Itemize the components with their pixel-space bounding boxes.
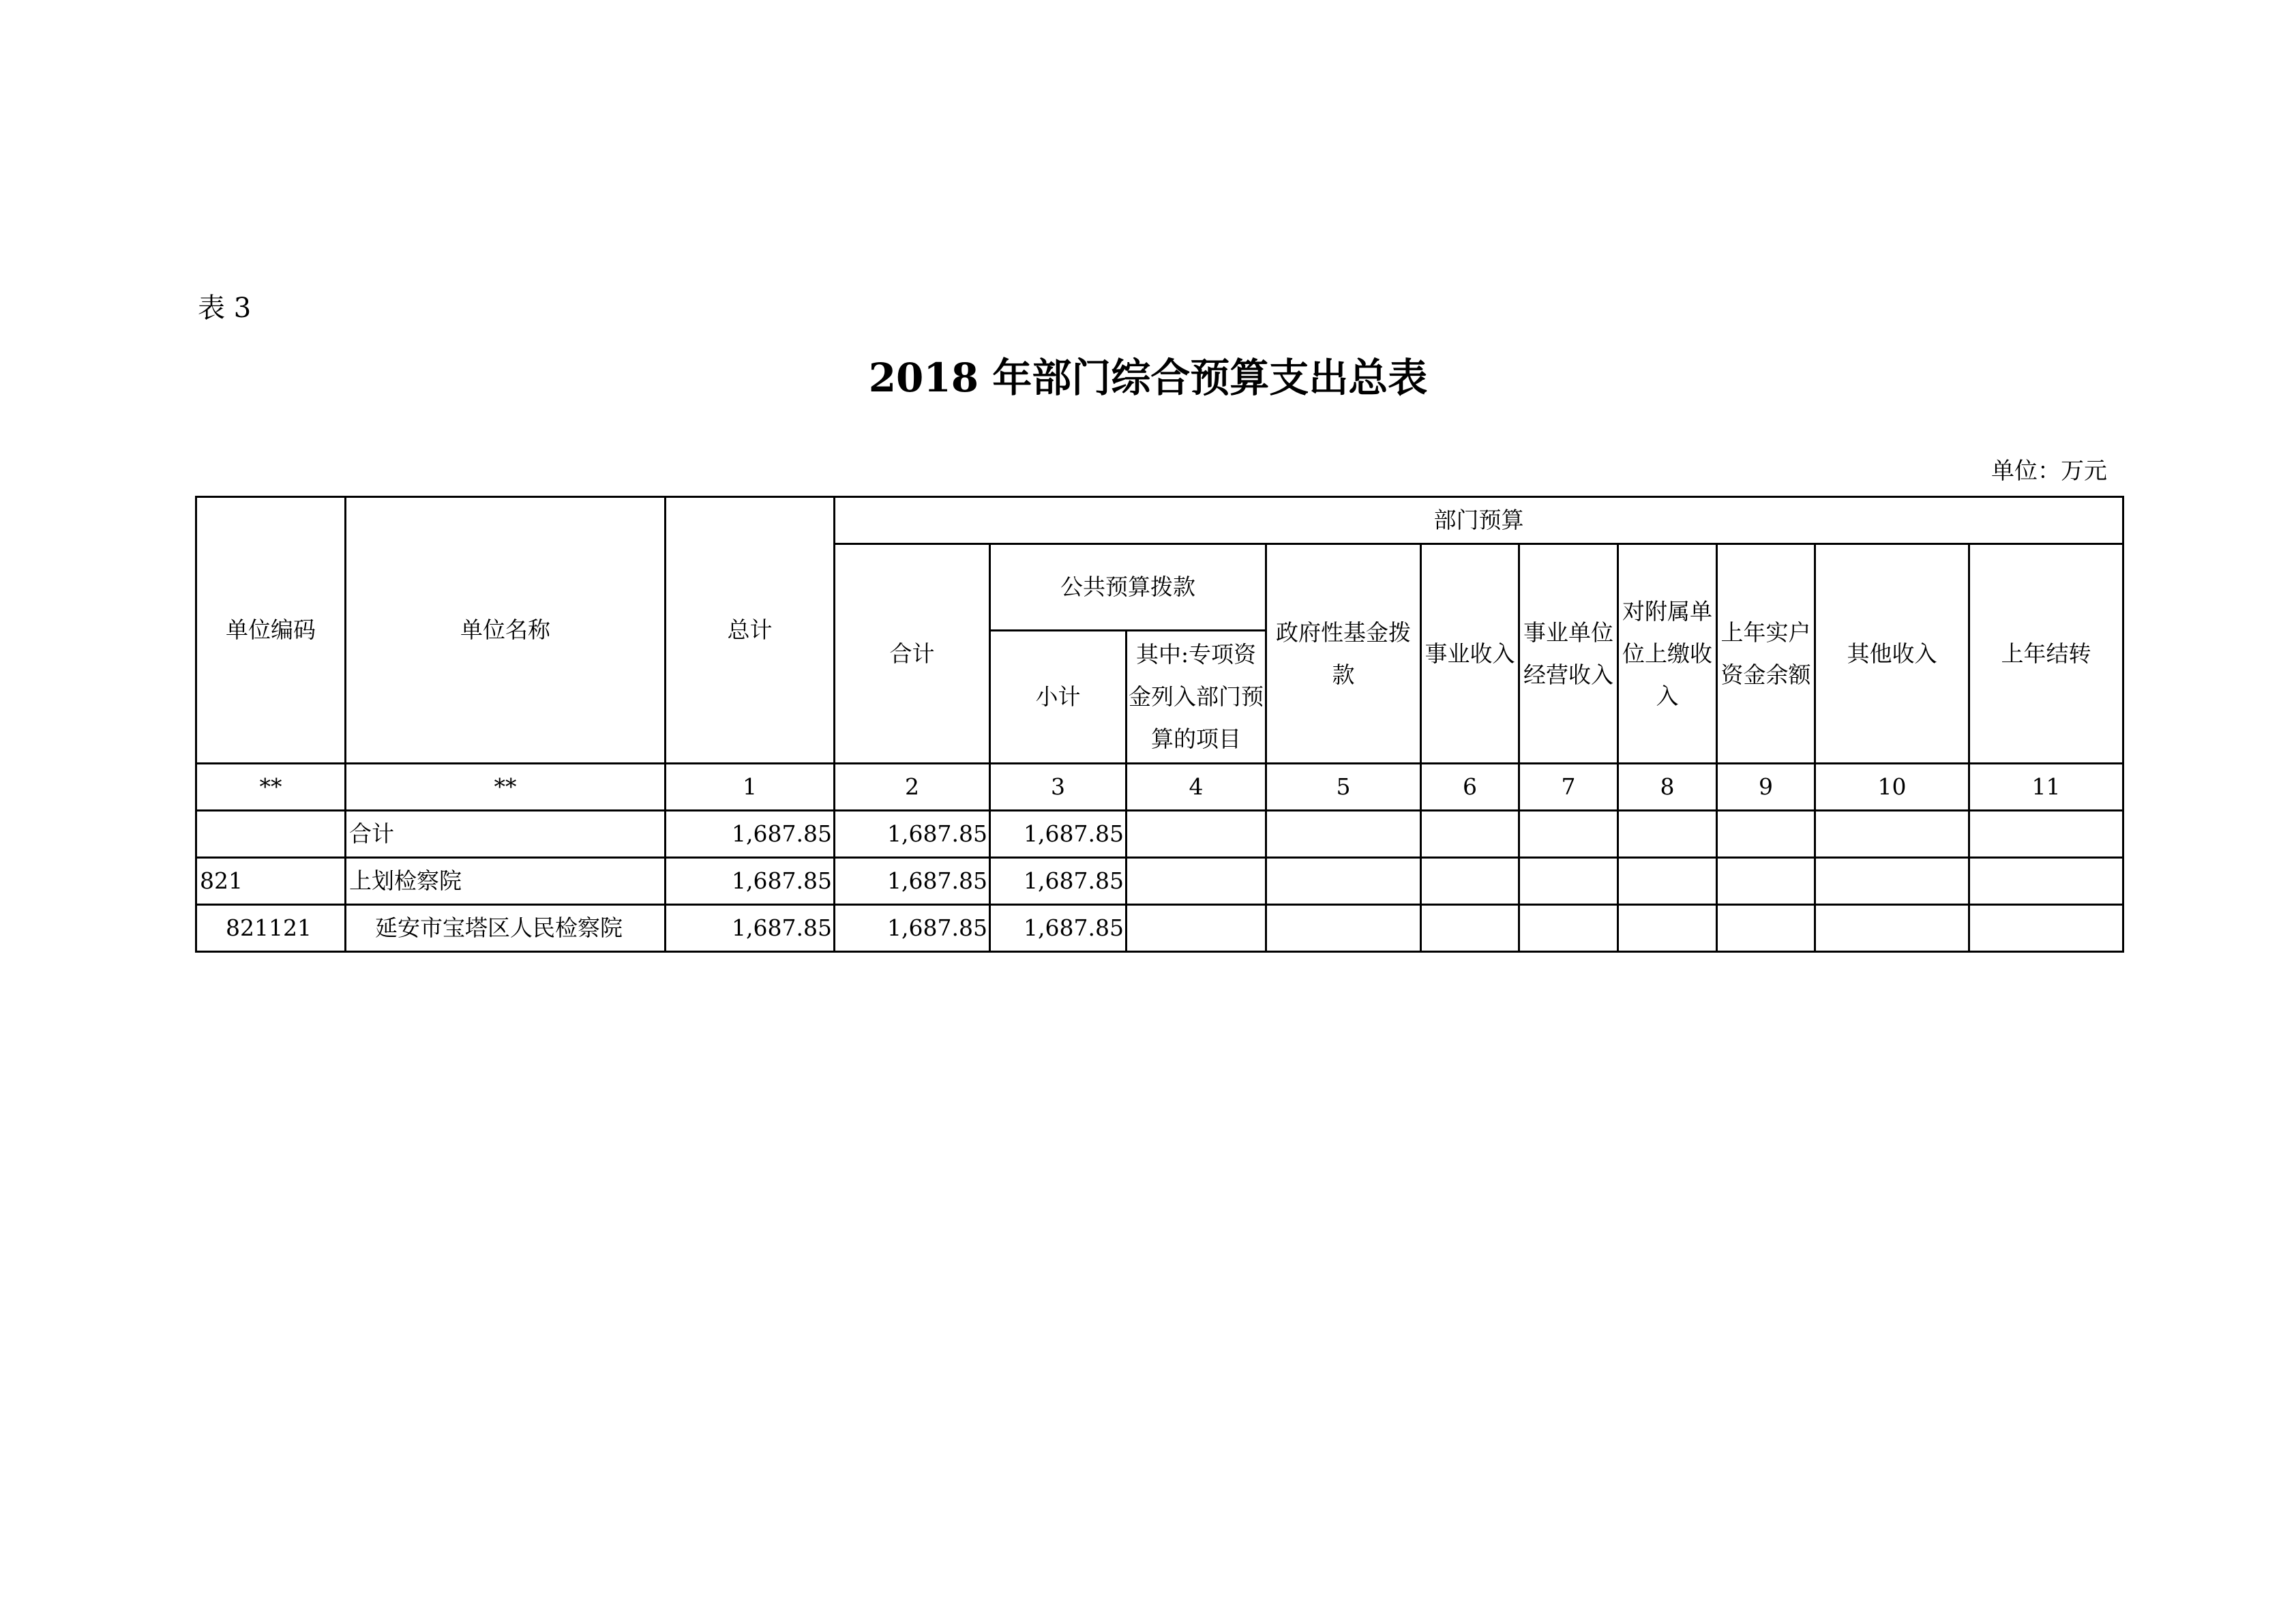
index-cell: 7 (1519, 764, 1618, 811)
cell-name: 上划检察院 (346, 858, 666, 905)
cell-total: 1,687.85 (666, 811, 835, 858)
header-unit-name: 单位名称 (346, 497, 666, 764)
header-gov-fund: 政府性基金拨款 (1266, 544, 1421, 764)
table-row-total (196, 811, 2123, 858)
index-cell: ** (196, 764, 346, 811)
cell-sum: 1,687.85 (835, 858, 990, 905)
cell-carryover (1969, 858, 2123, 905)
header-last-year-balance: 上年实户资金余额 (1717, 544, 1815, 764)
header-business-operating: 事业单位经营收入 (1519, 544, 1618, 764)
index-cell: 1 (666, 764, 835, 811)
cell-carryover (1969, 905, 2123, 952)
cell-business-income (1421, 905, 1519, 952)
index-cell: 3 (990, 764, 1127, 811)
cell-sum: 1,687.85 (835, 811, 990, 858)
cell-code: 821121 (196, 905, 346, 952)
cell-small-sum: 1,687.85 (990, 858, 1127, 905)
cell-name: 合计 (346, 811, 666, 858)
header-last-year-carryover: 上年结转 (1969, 544, 2123, 764)
header-special-funds: 其中:专项资金列入部门预算的项目 (1127, 631, 1266, 764)
cell-special (1127, 858, 1266, 905)
index-cell: 11 (1969, 764, 2123, 811)
cell-small-sum: 1,687.85 (990, 811, 1127, 858)
index-cell: 2 (835, 764, 990, 811)
cell-business-income (1421, 858, 1519, 905)
index-cell: ** (346, 764, 666, 811)
cell-balance (1717, 811, 1815, 858)
header-sum: 合计 (835, 544, 990, 764)
index-cell: 5 (1266, 764, 1421, 811)
header-small-sum: 小计 (990, 631, 1127, 764)
header-unit-code: 单位编码 (196, 497, 346, 764)
cell-other (1815, 905, 1969, 952)
cell-special (1127, 905, 1266, 952)
page-title: 2018 年部门综合预算支出总表 (868, 355, 1428, 401)
cell-affiliated (1618, 858, 1717, 905)
header-public-budget: 公共预算拨款 (990, 544, 1266, 631)
cell-other (1815, 858, 1969, 905)
index-cell: 8 (1618, 764, 1717, 811)
cell-affiliated (1618, 905, 1717, 952)
cell-balance (1717, 905, 1815, 952)
index-row (196, 764, 2123, 811)
cell-total: 1,687.85 (666, 905, 835, 952)
cell-business-income (1421, 811, 1519, 858)
header-affiliated-income: 对附属单位上缴收入 (1618, 544, 1717, 764)
header-business-income: 事业收入 (1421, 544, 1519, 764)
cell-other (1815, 811, 1969, 858)
cell-affiliated (1618, 811, 1717, 858)
cell-gov-fund (1266, 905, 1421, 952)
cell-carryover (1969, 811, 2123, 858)
budget-expenditure-table (195, 496, 2124, 953)
header-other-income: 其他收入 (1815, 544, 1969, 764)
table-label: 表 3 (198, 293, 252, 324)
cell-business-operating (1519, 905, 1618, 952)
cell-small-sum: 1,687.85 (990, 905, 1127, 952)
cell-name: 延安市宝塔区人民检察院 (346, 905, 666, 952)
unit-note: 单位：万元 (1991, 458, 2107, 485)
cell-business-operating (1519, 858, 1618, 905)
index-cell: 9 (1717, 764, 1815, 811)
cell-sum: 1,687.85 (835, 905, 990, 952)
cell-code (196, 811, 346, 858)
header-total: 总计 (666, 497, 835, 764)
header-dept-budget: 部门预算 (835, 497, 2123, 544)
cell-gov-fund (1266, 858, 1421, 905)
header-row-1 (196, 497, 2123, 544)
table-row (196, 858, 2123, 905)
index-cell: 6 (1421, 764, 1519, 811)
table-row (196, 905, 2123, 952)
cell-total: 1,687.85 (666, 858, 835, 905)
index-cell: 10 (1815, 764, 1969, 811)
cell-business-operating (1519, 811, 1618, 858)
cell-gov-fund (1266, 811, 1421, 858)
cell-special (1127, 811, 1266, 858)
cell-code: 821 (196, 858, 346, 905)
index-cell: 4 (1127, 764, 1266, 811)
cell-balance (1717, 858, 1815, 905)
